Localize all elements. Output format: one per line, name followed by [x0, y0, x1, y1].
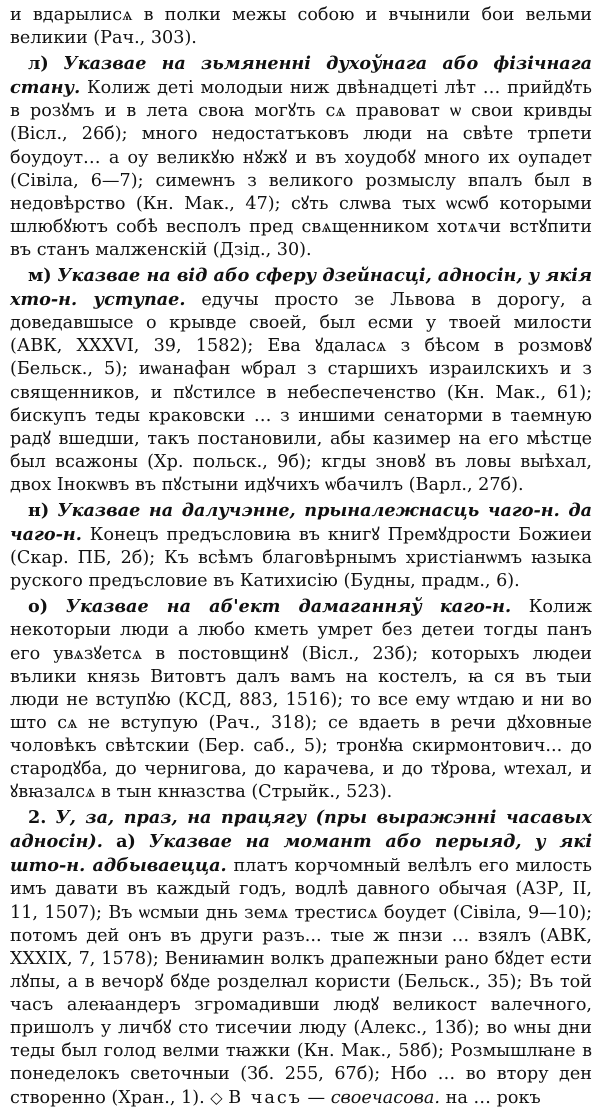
entry-text: платъ корчомный велѣлъ его милость имъ давати въ каждый годъ, водлѣ давного обычая (АЗР, II, 11, 1507); Въ ѡсмыи днь земѧ трестисѧ боудет (Сiвіла, 9—10); потомъ дей онъ въ други разъ... тые ж пнзи … взялъ (АВК, XXXIX, 7, 1578); Вениꙗмин волкъ драпежныи рано бꙋдет ести лꙋпы, а в вечорꙋ бꙋде розделꙗл користи (Бельск., 35); Въ той часъ алеꙗандеръ згромадивши людꙋ великост валечного, пришолъ у личбꙋ сто тисечии люду (Алекс., 13б); во ѡны дни теды был голод велми тꙗжки (Кн. Мак., 58б); Розмышлꙗне в понеделокъ светочныи (Зб. 255, 67б); Нбо … во втору ден створенно (Хран., 1).	[10, 856, 592, 1109]
entry-label: о)	[28, 596, 49, 618]
entry-label: н)	[28, 499, 50, 521]
phrase-headword: В часъ	[228, 1088, 302, 1109]
entry-gloss: Указвае на зьмяненні духоўнага або фізічнага стану.	[10, 53, 592, 99]
diamond-icon: ◇	[210, 1088, 223, 1108]
entry-subgloss: Указвае на момант або перыяд, у які што-н. адбываецца.	[10, 831, 592, 877]
entry-l	[10, 52, 592, 262]
entry-2a	[10, 806, 592, 1110]
entry-text: Колиж деті молодыи ниж двѣнадцеті лѣт … прийдꙋть в розꙋмъ и в лета своꙗ могꙋть сѧ правоват ѡ свои кривды (Віcл., 26б); много недостатъковъ люди на свѣте трпети боудоут… а оу великꙋю нꙋжꙋ и въ хоудобꙋ много их оупадет (Сiвіла, 6—7); симеѡнъ з великого розмыслу впалъ был в недовѣрство (Кн. Мак., 47); сꙋть слѡва тых ѡсѡб которыми шлюбꙋютъ собѣ весполъ пред свѧщенником хотѧчи встꙋпити въ станъ малженскій (Дзід., 30).	[10, 78, 592, 260]
entry-label: л)	[28, 53, 49, 75]
entry-label: 2.	[28, 807, 47, 829]
entry-gloss: Указвае на далучэнне, прыналежнасць чаго-н. да чаго-н.	[10, 499, 593, 546]
phrase-gloss: своечасова.	[330, 1088, 440, 1109]
entry-sublabel: а)	[116, 831, 136, 853]
entry-gloss: Указвае на аб'ект дамаганняў каго-н.	[65, 596, 512, 618]
entry-n	[10, 499, 592, 593]
entry-o	[10, 595, 592, 804]
entry-text: и вдарылисѧ в полки межы собою и вчынили бои вельми великии (Рач., 303).	[10, 5, 592, 49]
entry-gloss: Указвае на від або сферу дзейнасці, адносін, у якія хто-н. уступае.	[10, 265, 592, 311]
entry-gloss: У, за, праз, на працягу (пры выражэнні часавых адносін).	[10, 807, 593, 853]
entry-text: едучы просто зе Львова в дорогу, а доведавшысе о крывде своей, был есми у твоей милости (АВК, XXXVI, 39, 1582); Ева ꙋдаласѧ з бѣсом в розмовꙋ (Бельск., 5); иѡанафан ѡбрал з старшихъ израилскихъ и з священников, и пꙋстилсе в небеспеченство (Кн. Мак., 61); бискупъ теды краковски … з иншими сенаторми в таемную радꙋ вшедши, такъ постановили, абы казимер на его мѣстце был всажоны (Хр. польск., 9б); кгды зновꙋ въ ловы выѣхал, двох Інокѡвъ въ пꙋстыни идꙋчихъ ѡбачилъ (Варл., 27б).	[10, 290, 592, 495]
entry-m	[10, 264, 592, 497]
phrase-text: на … рокъ	[445, 1088, 541, 1109]
entry-continuation	[10, 4, 592, 50]
entry-text: Колиж некоторыи люди а любо кметь умрет без детеи тогды панъ его увѧзꙋетсѧ в постовщинꙋ (Віcл., 23б); которыхъ людеи вълики князь Витовтъ далъ вамъ на костелъ, ꙗ ся въ тыи люди не вступꙋю (КСД, 883, 1516); то все ему ѡтдаю и ни во што сѧ не вступую (Рач., 318); се вдаеть в речи дꙋховные чоловѣкъ свѣтскии (Бер. саб., 5); тронꙋꙗ скирмонтович... до стародꙋба, до чернигова, до карачева, и до тꙋрова, ѡтехал, и ꙋвꙗзалсѧ в тын кнꙗзства (Стрыйк., 523).	[10, 597, 593, 803]
phrase-dash: —	[307, 1088, 326, 1109]
entry-text: Конецъ предъсловиꙗ въ книгꙋ Премꙋдрости Божиеи (Скар. ПБ, 2б); Къ всѣмъ благовѣрнымъ христіанѡмъ ꙗзыка руского предъсловие въ Катихисію (Будны, прадм., 6).	[10, 525, 592, 592]
entry-label: м)	[28, 265, 52, 287]
